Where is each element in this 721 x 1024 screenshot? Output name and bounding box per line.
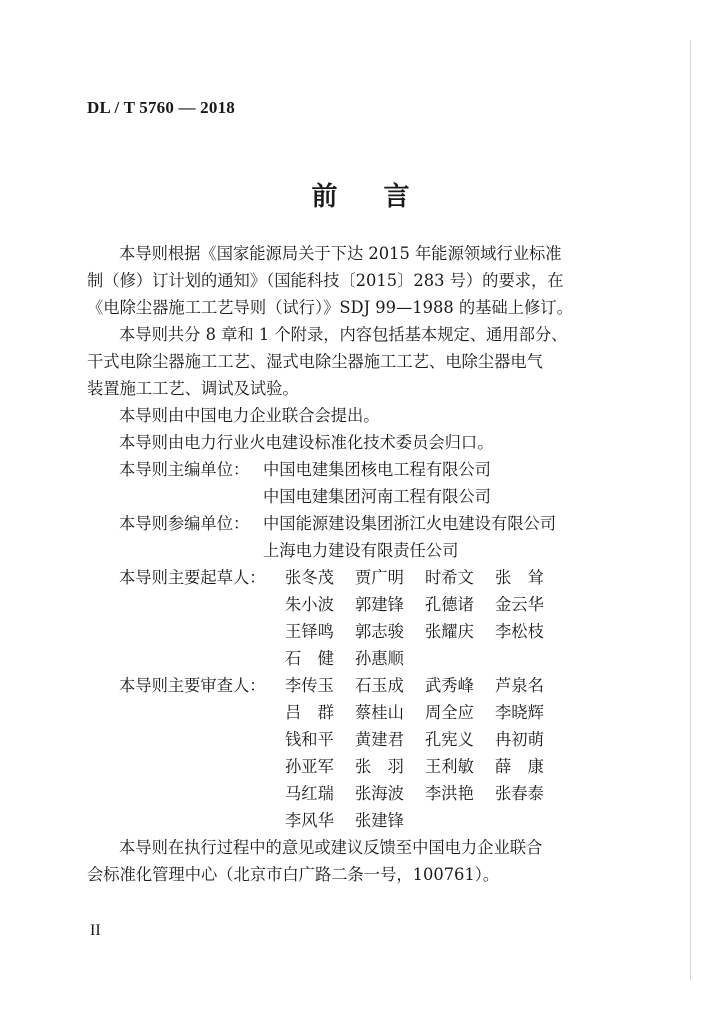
reviewer-name: 周全应 <box>425 703 474 722</box>
reviewer-name: 薛 康 <box>495 757 544 776</box>
reviewer-name: 马红瑞 <box>285 784 334 803</box>
paragraph-1-line-2: 制（修）订计划的通知》（国能科技〔2015〕283 号）的要求，在 <box>87 271 564 290</box>
drafter-name: 朱小波 <box>285 595 334 614</box>
reviewer-name: 李晓辉 <box>495 703 544 722</box>
drafter-name: 张 耸 <box>495 568 544 587</box>
page-edge-line <box>690 40 691 980</box>
participating-unit-2: 上海电力建设有限责任公司 <box>263 541 459 560</box>
reviewers-label: 本导则主要审查人： <box>119 676 266 695</box>
participating-unit-1: 中国能源建设集团浙江火电建设有限公司 <box>263 514 557 533</box>
drafter-name: 贾广明 <box>355 568 404 587</box>
chief-unit-2: 中国电建集团河南工程有限公司 <box>263 487 491 506</box>
paragraph-2-line-2: 干式电除尘器施工工艺、湿式电除尘器施工工艺、电除尘器电气 <box>87 352 543 371</box>
reviewer-name: 武秀峰 <box>425 676 474 695</box>
drafter-name: 时希文 <box>425 568 474 587</box>
page-number: II <box>90 922 101 939</box>
section-title: 前言 <box>311 182 456 212</box>
paragraph-4: 本导则由电力行业火电建设标准化技术委员会归口。 <box>119 433 494 452</box>
reviewer-name: 钱和平 <box>285 730 334 749</box>
drafter-name: 孙惠顺 <box>355 649 404 668</box>
reviewer-name: 李风华 <box>285 811 334 830</box>
reviewer-name: 芦泉名 <box>495 676 544 695</box>
reviewer-name: 李洪艳 <box>425 784 474 803</box>
reviewer-name: 冉初萌 <box>495 730 544 749</box>
chief-units-label: 本导则主编单位： <box>119 460 250 479</box>
last-paragraph-line-1: 本导则在执行过程中的意见或建议反馈至中国电力企业联合 <box>119 838 543 857</box>
drafter-name: 李松枝 <box>495 622 544 641</box>
paragraph-2-line-3: 装置施工工艺、调试及试验。 <box>87 379 299 398</box>
reviewer-name: 石玉成 <box>355 676 404 695</box>
paragraph-2-line-1: 本导则共分 8 章和 1 个附录，内容包括基本规定、通用部分、 <box>119 325 568 344</box>
reviewer-name: 张春泰 <box>495 784 544 803</box>
paragraph-3: 本导则由中国电力企业联合会提出。 <box>119 406 380 425</box>
reviewer-name: 张建锋 <box>355 811 404 830</box>
drafter-name: 张冬茂 <box>285 568 334 587</box>
drafter-name: 石 健 <box>285 649 334 668</box>
drafters-label: 本导则主要起草人： <box>119 568 266 587</box>
paragraph-1-line-3: 《电除尘器施工工艺导则（试行）》SDJ 99—1988 的基础上修订。 <box>87 298 573 317</box>
drafter-name: 张耀庆 <box>425 622 474 641</box>
chief-unit-1: 中国电建集团核电工程有限公司 <box>263 460 491 479</box>
last-paragraph-line-2: 会标准化管理中心（北京市白广路二条一号，100761）。 <box>87 865 500 884</box>
paragraph-1-line-1: 本导则根据《国家能源局关于下达 2015 年能源领域行业标准 <box>119 244 562 263</box>
reviewer-name: 吕 群 <box>285 703 334 722</box>
reviewer-name: 孔宪义 <box>425 730 474 749</box>
drafter-name: 孔德诸 <box>425 595 474 614</box>
reviewer-name: 张 羽 <box>355 757 404 776</box>
reviewer-name: 蔡桂山 <box>355 703 404 722</box>
participating-units-label: 本导则参编单位： <box>119 514 250 533</box>
reviewer-name: 王利敏 <box>425 757 474 776</box>
reviewer-name: 张海波 <box>355 784 404 803</box>
drafter-name: 郭建锋 <box>355 595 404 614</box>
drafter-name: 金云华 <box>495 595 544 614</box>
document-code: DL / T 5760 — 2018 <box>87 98 235 117</box>
reviewer-name: 李传玉 <box>285 676 334 695</box>
drafter-name: 郭志骏 <box>355 622 404 641</box>
reviewer-name: 孙亚军 <box>285 757 334 776</box>
drafter-name: 王铎鸣 <box>285 622 334 641</box>
reviewer-name: 黄建君 <box>355 730 404 749</box>
